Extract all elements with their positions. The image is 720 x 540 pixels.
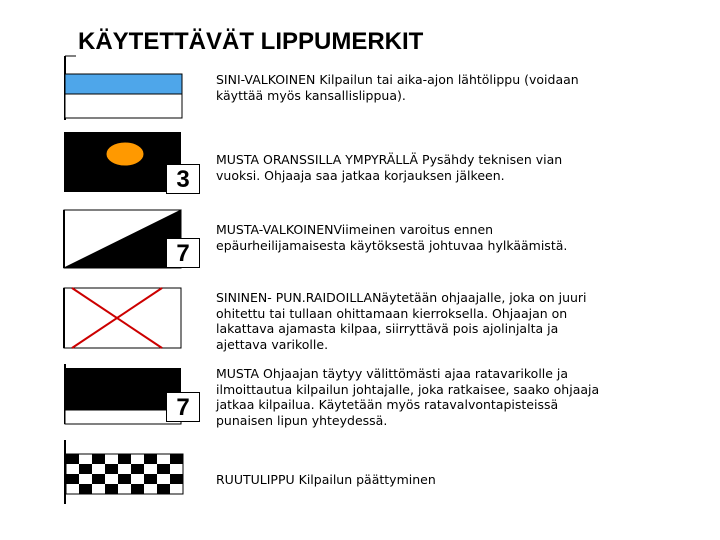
orange-disc [106,142,144,166]
checker-square [144,464,157,474]
checker-square [157,464,170,474]
black-orange-disc-flag [64,132,182,194]
start-flag-description: SINI-VALKOINEN Kilpailun tai aika-ajon lähtölippu (voidaan käyttää myös kansallislippua). [216,72,579,103]
checker-square [92,484,105,494]
checker-square [131,474,144,484]
checker-square [157,484,170,494]
checker-square [118,454,131,464]
start-flag-graphic [64,52,184,122]
checker-square [131,454,144,464]
checker-square [144,454,157,464]
checker-square [66,474,79,484]
chequered-flag [64,440,182,502]
white-red-cross-flag [64,288,182,350]
page-title: KÄYTETTÄVÄT LIPPUMERKIT [78,28,424,55]
checker-square [144,484,157,494]
checker-square [105,464,118,474]
checker-square [66,454,79,464]
black-white-diagonal-flag-description: MUSTA-VALKOINENViimeinen varoitus ennen epäurheilijamaisesta käytöksestä johtuvaa hylkäämistä. [216,222,568,253]
flag-number-badge: 7 [166,238,200,268]
checker-square [118,484,131,494]
checker-square [92,454,105,464]
checker-square [79,484,92,494]
chequered-flag-graphic [64,440,184,506]
checker-square [131,464,144,474]
flag-number-badge: 3 [166,164,200,194]
checker-square [66,464,79,474]
checker-square [79,454,92,464]
checker-square [131,484,144,494]
black-flag-description: MUSTA Ohjaajan täytyy välittömästi ajaa ratavarikolle ja ilmoittautua kilpailun johtajalle, joka ratkaisee, saako ohjaaja jatkaa kilpailua. Käytetään myös ratavalvontapisteissä punaisen lipun yhteydessä. [216,366,600,428]
white-red-cross-flag-description: SININEN- PUN.RAIDOILLANäytetään ohjaajalle, joka on juuri ohitettu tai tullaan ohittamaan kierroksella. Ohjaajan on lakattava ajamasta kilpaa, siirryttävä pois ajolinjalta ja ajettava varikolle. [216,290,587,352]
flag-number-badge: 7 [166,392,200,422]
black-orange-disc-flag-description: MUSTA ORANSSILLA YMPYRÄLLÄ Pysähdy teknisen vian vuoksi. Ohjaaja saa jatkaa korjauksen jälkeen. [216,152,563,183]
checker-square [118,464,131,474]
chequered-flag-description: RUUTULIPPU Kilpailun päättyminen [216,472,436,487]
black-flag [64,364,182,426]
start-flag [64,52,182,114]
checker-square [92,474,105,484]
checker-square [105,454,118,464]
checker-square [105,474,118,484]
checker-square [170,474,183,484]
checker-square [79,474,92,484]
checker-square [170,484,183,494]
checker-square [157,474,170,484]
checker-square [118,474,131,484]
checker-square [105,484,118,494]
checker-square [170,454,183,464]
checker-square [170,464,183,474]
checker-square [144,474,157,484]
white-red-cross-flag-graphic [64,288,184,350]
checker-square [157,454,170,464]
checker-square [92,464,105,474]
black-white-diagonal-flag [64,210,182,272]
checker-square [79,464,92,474]
checker-square [66,484,79,494]
